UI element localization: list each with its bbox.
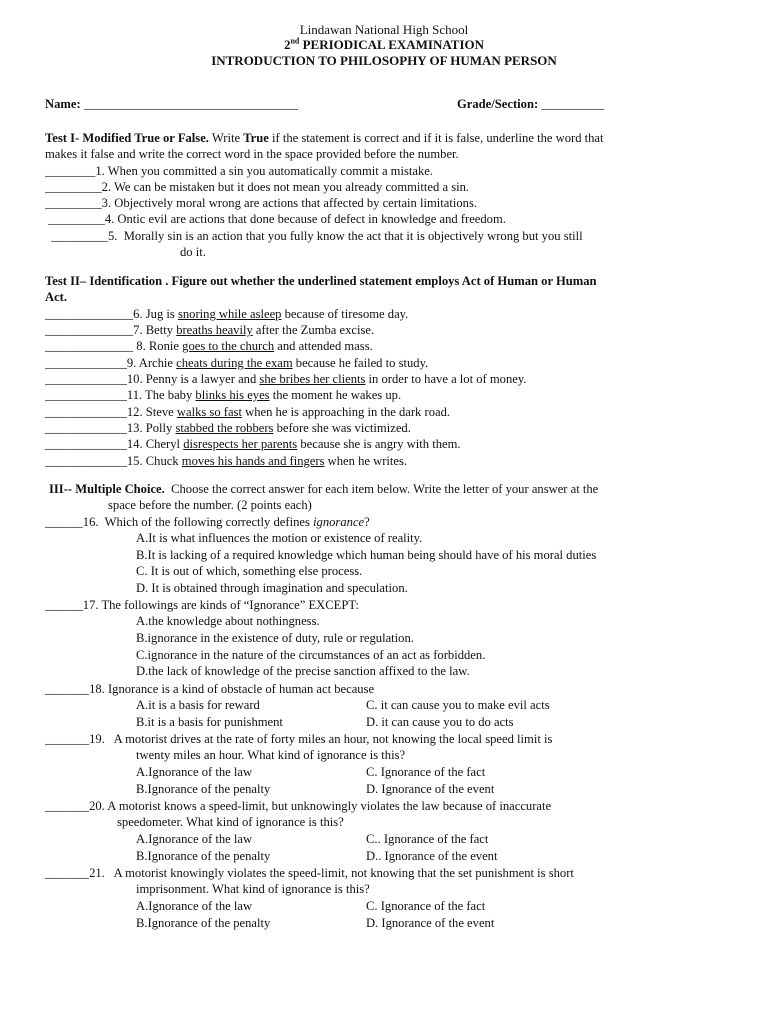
- option: C. Ignorance of the fact: [366, 765, 486, 779]
- test3-instr: Choose the correct answer for each item below. Write the letter of your answer at the: [164, 482, 599, 496]
- question-21-cont: imprisonment. What kind of ignorance is this?: [136, 882, 370, 896]
- name-line: [45, 97, 298, 112]
- test2-title-line1: Test II– Identification . Figure out whether the underlined statement employs Act of Human or Human: [45, 274, 597, 288]
- answer-blank[interactable]: ______________: [45, 307, 134, 321]
- option: B.Ignorance of the penalty: [136, 916, 271, 930]
- test2-item: [45, 405, 450, 420]
- option: D.. Ignorance of the event: [366, 849, 498, 863]
- test2-item: [45, 356, 428, 371]
- answer-blank[interactable]: _____________: [45, 421, 127, 435]
- answer-blank[interactable]: _____________: [45, 405, 127, 419]
- underlined-phrase: goes to the church: [182, 339, 275, 353]
- question-21: _______21. A motorist knowingly violates the speed-limit, not knowing that the set punishment is short: [45, 866, 574, 880]
- name-blank[interactable]: __________________________________: [83, 97, 298, 111]
- question-20-cont: speedometer. What kind of ignorance is this?: [117, 815, 344, 829]
- option: D. It is obtained through imagination and speculation.: [136, 581, 408, 595]
- option: A.it is a basis for reward: [136, 698, 260, 712]
- test3-instructions-line1: [49, 482, 598, 497]
- answer-blank[interactable]: _____________: [45, 356, 127, 370]
- test1-title: Test I- Modified True or False.: [45, 131, 209, 145]
- underlined-phrase: disrespects her parents: [183, 437, 298, 451]
- test1-instructions-line2: makes it false and write the correct word in the space provided before the number.: [45, 147, 459, 161]
- question-text: ?: [364, 515, 370, 529]
- underlined-phrase: breaths heavily: [176, 323, 253, 337]
- question-19-cont: twenty miles an hour. What kind of ignorance is this?: [136, 748, 406, 762]
- item-text: 6. Jug is: [133, 307, 178, 321]
- test2-item: [45, 323, 374, 338]
- exam-ordinal: 2: [283, 37, 291, 52]
- test2-item: [45, 372, 527, 387]
- exam-ordinal-suffix: nd: [290, 36, 300, 46]
- question-text: ______16. Which of the following correctly defines: [45, 515, 314, 529]
- test2-item: [45, 307, 408, 322]
- name-label: Name:: [45, 97, 84, 111]
- option: D. Ignorance of the event: [366, 782, 495, 796]
- answer-blank[interactable]: _____________: [45, 388, 127, 402]
- test3-title: III-- Multiple Choice.: [49, 482, 165, 496]
- item-text: because she is angry with them.: [297, 437, 461, 451]
- answer-blank[interactable]: ______________: [45, 339, 134, 353]
- option: A.It is what influences the motion or existence of reality.: [136, 531, 423, 545]
- item-text: 7. Betty: [133, 323, 177, 337]
- question-18: _______18. Ignorance is a kind of obstacle of human act because: [45, 682, 375, 696]
- test1-item: _________3. Objectively moral wrong are actions that affected by certain limitations.: [45, 196, 478, 210]
- question-16: [45, 515, 370, 530]
- option: A.Ignorance of the law: [136, 899, 253, 913]
- option: C.ignorance in the nature of the circumstances of an act as forbidden.: [136, 648, 486, 662]
- underlined-phrase: snoring while asleep: [177, 307, 282, 321]
- test2-item: [45, 339, 373, 354]
- option: D.the lack of knowledge of the precise sanction affixed to the law.: [136, 664, 470, 678]
- answer-blank[interactable]: _____________: [45, 437, 127, 451]
- underlined-phrase: she bribes her clients: [259, 372, 366, 386]
- exam-title: [0, 37, 768, 52]
- item-text: 13. Polly: [126, 421, 176, 435]
- test1-item: _________4. Ontic evil are actions that done because of defect in knowledge and freedom.: [45, 212, 506, 226]
- test1-item: _________5. Morally sin is an action that you fully know the act that it is objectively wrong but you still: [45, 229, 583, 243]
- answer-blank[interactable]: _____________: [45, 372, 127, 386]
- option: B.ignorance in the existence of duty, rule or regulation.: [136, 631, 414, 645]
- item-text: 8. Ronie: [133, 339, 183, 353]
- test2-title-line2: Act.: [45, 290, 68, 304]
- option: B.it is a basis for punishment: [136, 715, 283, 729]
- option: A.Ignorance of the law: [136, 765, 253, 779]
- grade-blank[interactable]: __________: [541, 97, 605, 111]
- test2-item: [45, 388, 401, 403]
- underlined-phrase: moves his hands and fingers: [181, 454, 325, 468]
- test2-item: [45, 437, 461, 452]
- item-text: before she was victimized.: [273, 421, 411, 435]
- item-text: 11. The baby: [126, 388, 196, 402]
- test1-item: _________2. We can be mistaken but it does not mean you already committed a sin.: [45, 180, 470, 194]
- test2-item: [45, 454, 407, 469]
- test3-instructions-line2: space before the number. (2 points each): [108, 498, 312, 512]
- grade-line: [457, 97, 604, 112]
- option: B.Ignorance of the penalty: [136, 782, 271, 796]
- option: D. Ignorance of the event: [366, 916, 495, 930]
- item-text: because of tiresome day.: [281, 307, 409, 321]
- option: C. Ignorance of the fact: [366, 899, 486, 913]
- school-name: Lindawan National High School: [299, 22, 469, 37]
- option: A.Ignorance of the law: [136, 832, 253, 846]
- item-text: 9. Archie: [126, 356, 177, 370]
- option: C. It is out of which, something else process.: [136, 564, 363, 578]
- subject-title: INTRODUCTION TO PHILOSOPHY OF HUMAN PERSON: [211, 53, 557, 68]
- item-text: 14. Cheryl: [126, 437, 184, 451]
- underlined-phrase: stabbed the robbers: [175, 421, 274, 435]
- test2-item: [45, 421, 411, 436]
- test1-instr-pre: Write: [208, 131, 244, 145]
- underlined-phrase: blinks his eyes: [195, 388, 270, 402]
- item-text: when he writes.: [324, 454, 408, 468]
- test1-item5-continuation: do it.: [180, 245, 206, 259]
- underlined-phrase: cheats during the exam: [176, 356, 293, 370]
- option: A.the knowledge about nothingness.: [136, 614, 320, 628]
- item-text: in order to have a lot of money.: [365, 372, 527, 386]
- question-17: ______17. The followings are kinds of “Ignorance” EXCEPT:: [45, 598, 359, 612]
- item-text: because he failed to study.: [292, 356, 429, 370]
- underlined-phrase: walks so fast: [176, 405, 242, 419]
- test1-item: ________1. When you committed a sin you automatically commit a mistake.: [45, 164, 434, 178]
- italic-term: ignorance: [313, 515, 365, 529]
- exam-title-text: PERIODICAL EXAMINATION: [299, 37, 485, 52]
- test1-instr-post: if the statement is correct and if it is false, underline the word that: [268, 131, 604, 145]
- option: C. it can cause you to make evil acts: [366, 698, 550, 712]
- item-text: when he is approaching in the dark road.: [241, 405, 451, 419]
- test1-instructions-line1: [45, 131, 604, 146]
- item-text: 12. Steve: [126, 405, 177, 419]
- option: D. it can cause you to do acts: [366, 715, 514, 729]
- item-text: and attended mass.: [274, 339, 373, 353]
- question-19: _______19. A motorist drives at the rate of forty miles an hour, not knowing the local speed limit is: [45, 732, 553, 746]
- item-text: 15. Chuck: [126, 454, 182, 468]
- option: C.. Ignorance of the fact: [366, 832, 489, 846]
- item-text: after the Zumba excise.: [252, 323, 375, 337]
- item-text: 10. Penny is a lawyer and: [126, 372, 260, 386]
- answer-blank[interactable]: _____________: [45, 454, 127, 468]
- item-text: the moment he wakes up.: [269, 388, 402, 402]
- grade-label: Grade/Section:: [457, 97, 542, 111]
- option: B.It is lacking of a required knowledge which human being should have of his moral duties: [136, 548, 597, 562]
- answer-blank[interactable]: ______________: [45, 323, 134, 337]
- test1-instr-bold: True: [243, 131, 269, 145]
- question-20: _______20. A motorist knows a speed-limit, but unknowingly violates the law because of inaccurate: [45, 799, 552, 813]
- option: B.Ignorance of the penalty: [136, 849, 271, 863]
